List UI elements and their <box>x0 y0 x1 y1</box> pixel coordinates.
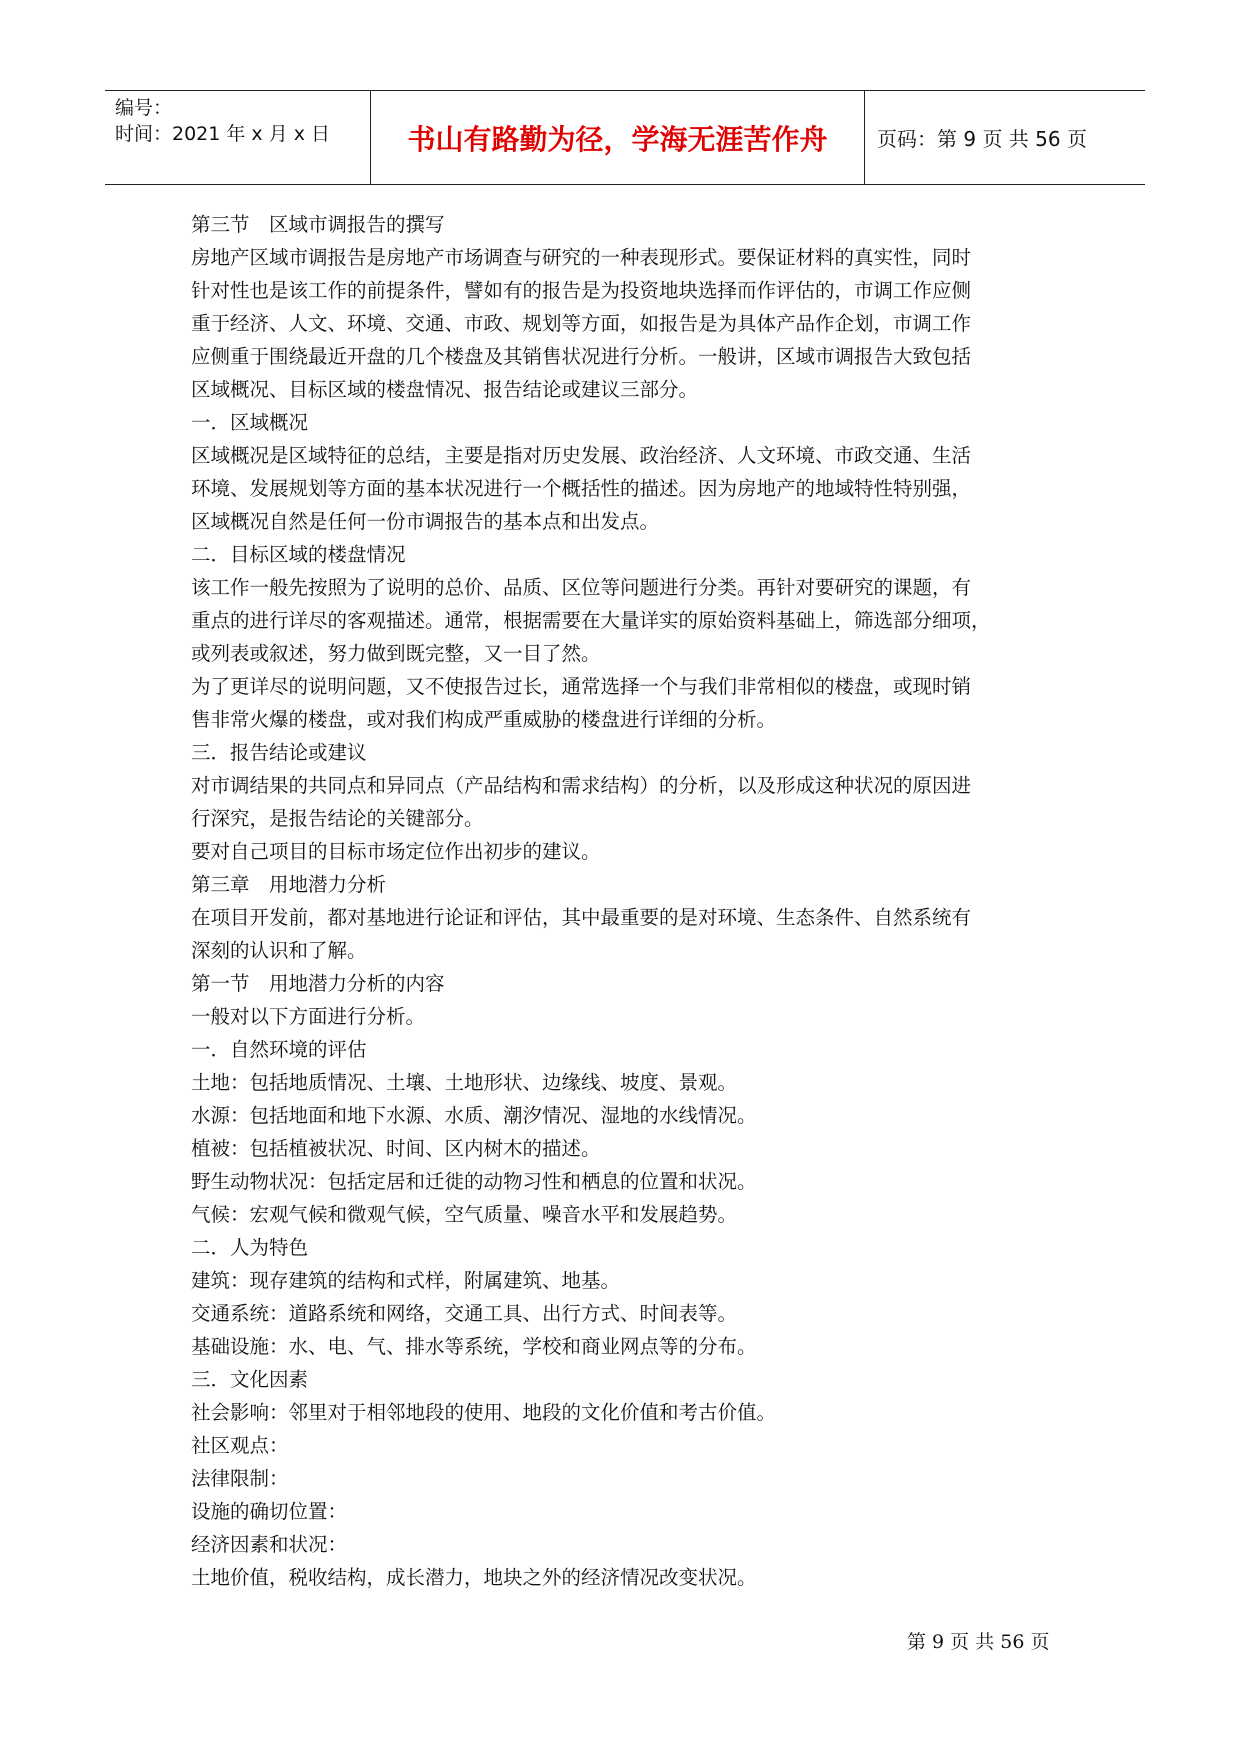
text-line: 在项目开发前，都对基地进行论证和评估，其中最重要的是对环境、生态条件、自然系统有 <box>191 906 972 929</box>
text-line: 该工作一般先按照为了说明的总价、品质、区位等问题进行分类。再针对要研究的课题，有 <box>191 576 972 599</box>
text-line: 区域概况、目标区域的楼盘情况、报告结论或建议三部分。 <box>191 378 699 401</box>
text-line: 一．区域概况 <box>191 411 309 434</box>
text-line: 第三章 用地潜力分析 <box>191 873 387 896</box>
text-line: 土地价值，税收结构，成长潜力，地块之外的经济情况改变状况。 <box>191 1566 757 1589</box>
text-line: 重点的进行详尽的客观描述。通常，根据需要在大量详实的原始资料基础上，筛选部分细项， <box>191 609 991 632</box>
text-line: 为了更详尽的说明问题，又不使报告过长，通常选择一个与我们非常相似的楼盘，或现时销 <box>191 675 972 698</box>
page-header <box>105 90 1145 185</box>
header-motto: 书山有路勤为径，学海无涯苦作舟 <box>370 91 865 184</box>
text-line: 设施的确切位置： <box>191 1500 348 1523</box>
text-line: 社区观点： <box>191 1434 289 1457</box>
text-line: 植被：包括植被状况、时间、区内树木的描述。 <box>191 1137 601 1160</box>
text-line: 交通系统：道路系统和网络，交通工具、出行方式、时间表等。 <box>191 1302 738 1325</box>
header-number: 编号： <box>115 97 173 119</box>
text-line: 应侧重于围绕最近开盘的几个楼盘及其销售状况进行分析。一般讲，区域市调报告大致包括 <box>191 345 972 368</box>
text-line: 社会影响：邻里对于相邻地段的使用、地段的文化价值和考古价值。 <box>191 1401 777 1424</box>
text-line: 针对性也是该工作的前提条件，譬如有的报告是为投资地块选择而作评估的，市调工作应侧 <box>191 279 972 302</box>
text-line: 一．自然环境的评估 <box>191 1038 367 1061</box>
text-line: 第一节 用地潜力分析的内容 <box>191 972 445 995</box>
text-line: 售非常火爆的楼盘，或对我们构成严重威胁的楼盘进行详细的分析。 <box>191 708 777 731</box>
document-body <box>191 208 1061 1594</box>
text-line: 区域概况自然是任何一份市调报告的基本点和出发点。 <box>191 510 660 533</box>
text-line: 三．文化因素 <box>191 1368 309 1391</box>
text-line: 经济因素和状况： <box>191 1533 348 1556</box>
text-line: 区域概况是区域特征的总结，主要是指对历史发展、政治经济、人文环境、市政交通、生活 <box>191 444 972 467</box>
text-line: 二．人为特色 <box>191 1236 309 1259</box>
text-line: 野生动物状况：包括定居和迁徙的动物习性和栖息的位置和状况。 <box>191 1170 757 1193</box>
text-line: 建筑：现存建筑的结构和式样，附属建筑、地基。 <box>191 1269 621 1292</box>
text-line: 环境、发展规划等方面的基本状况进行一个概括性的描述。因为房地产的地域特性特别强， <box>191 477 972 500</box>
text-line: 深刻的认识和了解。 <box>191 939 367 962</box>
text-line: 土地：包括地质情况、土壤、土地形状、边缘线、坡度、景观。 <box>191 1071 738 1094</box>
text-line: 第三节 区域市调报告的撰写 <box>191 213 445 236</box>
text-line: 法律限制： <box>191 1467 289 1490</box>
text-line: 气候：宏观气候和微观气候，空气质量、噪音水平和发展趋势。 <box>191 1203 738 1226</box>
text-line: 重于经济、人文、环境、交通、市政、规划等方面，如报告是为具体产品作企划，市调工作 <box>191 312 972 335</box>
text-line: 行深究，是报告结论的关键部分。 <box>191 807 484 830</box>
page-footer: 第 9 页 共 56 页 <box>907 1631 1050 1653</box>
text-line: 三．报告结论或建议 <box>191 741 367 764</box>
text-line: 水源：包括地面和地下水源、水质、潮汐情况、湿地的水线情况。 <box>191 1104 757 1127</box>
header-page-number: 页码：第 9 页 共 56 页 <box>877 127 1087 151</box>
text-line: 要对自己项目的目标市场定位作出初步的建议。 <box>191 840 601 863</box>
text-line: 房地产区域市调报告是房地产市场调查与研究的一种表现形式。要保证材料的真实性，同时 <box>191 246 972 269</box>
header-time: 时间：2021 年 x 月 x 日 <box>115 123 331 145</box>
text-line: 对市调结果的共同点和异同点（产品结构和需求结构）的分析，以及形成这种状况的原因进 <box>191 774 972 797</box>
text-line: 一般对以下方面进行分析。 <box>191 1005 426 1028</box>
text-line: 或列表或叙述，努力做到既完整，又一目了然。 <box>191 642 601 665</box>
text-line: 基础设施：水、电、气、排水等系统，学校和商业网点等的分布。 <box>191 1335 757 1358</box>
text-line: 二．目标区域的楼盘情况 <box>191 543 406 566</box>
header-meta <box>105 91 370 184</box>
